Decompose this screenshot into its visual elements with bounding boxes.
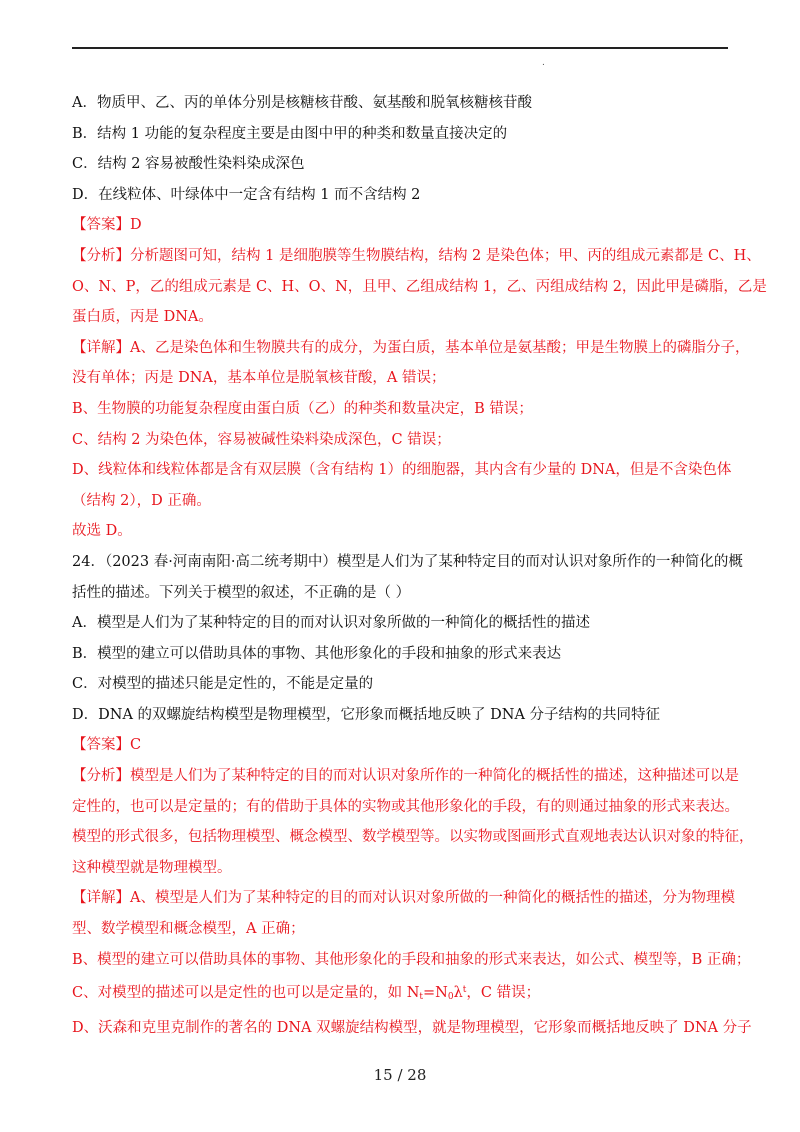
q24-detail-line: B、模型的建立可以借助具体的事物、其他形象化的手段和抽象的形式来表达，如公式、模型等，B 正确； [72, 951, 751, 968]
q24-option-b: B．模型的建立可以借助具体的事物、其他形象化的手段和抽象的形式来表达 [72, 645, 562, 662]
formula-subscript-0: 0 [447, 992, 454, 1003]
page-number: 15 / 28 [373, 1066, 427, 1084]
q23-option-d: D．在线粒体、叶绿体中一定含有结构 1 而不含结构 2 [72, 186, 421, 203]
q23-option-b: B．结构 1 功能的复杂程度主要是由图中甲的种类和数量直接决定的 [72, 125, 508, 142]
q24-detail-line: 型、数学模型和概念模型，A 正确； [72, 921, 305, 938]
formula-suffix: ，C 错误； [466, 985, 541, 1002]
q24-option-d: D．DNA 的双螺旋结构模型是物理模型，它形象而概括地反映了 DNA 分子结构的共同特征 [72, 706, 661, 723]
q23-detail-line: 没有单体；丙是 DNA，基本单位是脱氧核苷酸，A 错误； [72, 370, 446, 387]
q24-option-c: C．对模型的描述只能是定性的，不能是定量的 [72, 676, 374, 693]
q23-detail-line: B、生物膜的功能复杂程度由蛋白质（乙）的种类和数量决定，B 错误； [72, 400, 533, 417]
q24-option-a: A．模型是人们为了某种特定的目的而对认识对象所做的一种简化的概括性的描述 [72, 615, 590, 632]
q24-stem-line: 24．（2023 春·河南南阳·高二统考期中）模型是人们为了某种特定目的而对认识对象所作的一种简化的概 [72, 553, 743, 570]
q23-detail-line: 【详解】A、乙是染色体和生物膜共有的成分，为蛋白质，基本单位是氨基酸；甲是生物膜上的磷脂分子， [72, 339, 750, 356]
q23-analysis-line: 【分析】分析题图可知，结构 1 是细胞膜等生物膜结构，结构 2 是染色体；甲、丙的组成元素都是 C、H、 [72, 247, 761, 264]
page-content [72, 88, 767, 1043]
q23-detail-line: （结构 2），D 正确。 [72, 492, 211, 509]
q24-detail-c [72, 975, 732, 1013]
q24-analysis-line: 【分析】模型是人们为了某种特定的目的而对认识对象所作的一种简化的概括性的描述，这种描述可以是 [72, 768, 739, 785]
formula-lambda: λ [453, 985, 463, 1002]
q23-analysis-line: 蛋白质，丙是 DNA。 [72, 309, 213, 326]
formula-prefix: C、对模型的描述可以是定性的也可以是定量的，如 N [72, 985, 420, 1002]
q23-analysis-line: O、N、P，乙的组成元素是 C、H、O、N，且甲、乙组成结构 1，乙、丙组成结构 2，因此甲是磷脂，乙是 [72, 278, 767, 295]
q24-analysis-line: 定性的，也可以是定量的；有的借助于具体的实物或其他形象化的手段，有的则通过抽象的形式来表达。 [72, 798, 739, 815]
q24-detail-line: 【详解】A、模型是人们为了某种特定的目的而对认识对象所做的一种简化的概括性的描述，分为物理模 [72, 890, 735, 907]
formula-subscript-t: t [419, 992, 424, 1003]
q23-option-a: A．物质甲、乙、丙的单体分别是核糖核苷酸、氨基酸和脱氧核糖核苷酸 [72, 95, 532, 111]
q24-analysis-line: 模型的形式很多，包括物理模型、概念模型、数学模型等。以实物或图画形式直观地表达认识对象的特征， [72, 829, 754, 846]
q24-answer: 【答案】C [72, 737, 142, 754]
q23-detail-line: C、结构 2 为染色体，容易被碱性染料染成深色，C 错误； [72, 431, 451, 448]
q23-option-c: C．结构 2 容易被酸性染料染成深色 [72, 156, 305, 173]
formula-equals: =N [423, 985, 448, 1002]
q23-conclusion: 故选 D。 [72, 523, 132, 540]
q24-analysis-line: 这种模型就是物理模型。 [72, 859, 232, 876]
header-dot: . [542, 58, 545, 68]
q23-detail-line: D、线粒体和线粒体都是含有双层膜（含有结构 1）的细胞器，其内含有少量的 DNA，但是不含染色体 [72, 462, 732, 479]
q24-detail-d: D、沃森和克里克制作的著名的 DNA 双螺旋结构模型，就是物理模型，它形象而概括地反映了 DNA 分子 [72, 1019, 752, 1036]
q23-answer: 【答案】D [72, 217, 142, 234]
formula-superscript-t: t [462, 985, 467, 996]
q24-stem-line: 括性的描述。下列关于模型的叙述，不正确的是（ ） [72, 584, 411, 601]
header-rule [72, 47, 728, 49]
